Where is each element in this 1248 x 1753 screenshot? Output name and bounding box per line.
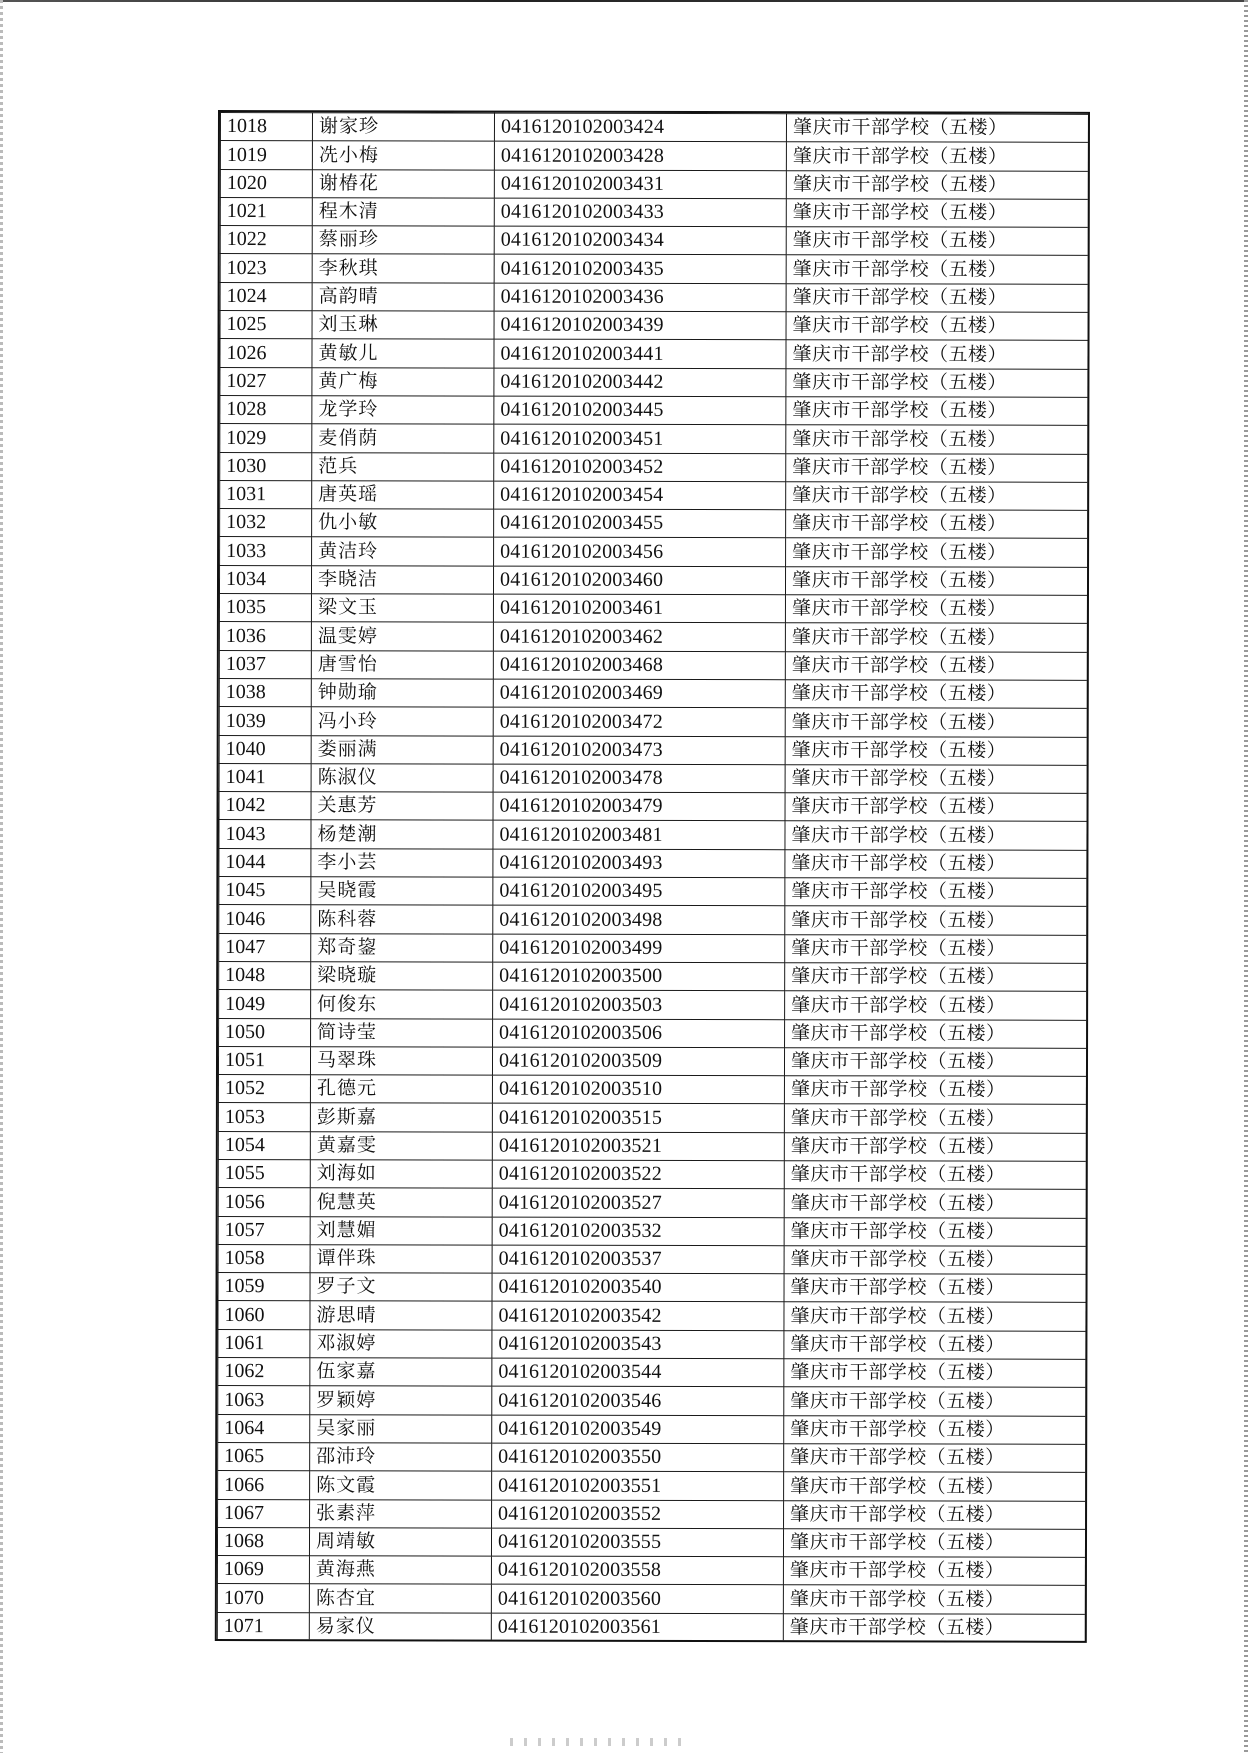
table-row — [220, 452, 1088, 482]
exam-id-cell: 0416120102003555 — [491, 1528, 783, 1557]
candidate-name-cell: 郑奇鋆 — [311, 933, 493, 962]
exam-site-cell: 肇庆市干部学校（五楼） — [784, 1076, 1086, 1105]
exam-site-cell: 肇庆市干部学校（五楼） — [784, 1415, 1086, 1444]
candidate-name-cell: 李晓洁 — [311, 565, 493, 594]
table-row — [219, 594, 1087, 624]
row-number-cell: 1048 — [219, 961, 311, 989]
candidate-name-cell: 马翠珠 — [310, 1046, 492, 1075]
row-number-cell: 1066 — [218, 1471, 310, 1499]
table-row — [220, 169, 1088, 199]
table-row — [218, 1216, 1086, 1246]
row-number-cell: 1040 — [219, 735, 311, 763]
row-number-cell: 1064 — [218, 1414, 310, 1442]
roster-table — [217, 112, 1089, 1643]
row-number-cell: 1027 — [220, 367, 312, 395]
candidate-name-cell: 邓淑婷 — [310, 1329, 492, 1358]
exam-id-cell: 0416120102003439 — [494, 311, 786, 340]
exam-id-cell: 0416120102003424 — [494, 113, 786, 142]
table-row — [219, 848, 1087, 878]
exam-site-cell: 肇庆市干部学校（五楼） — [786, 510, 1088, 539]
exam-site-cell: 肇庆市干部学校（五楼） — [786, 114, 1088, 143]
row-number-cell: 1038 — [219, 678, 311, 706]
table-row — [220, 509, 1088, 539]
exam-id-cell: 0416120102003461 — [493, 594, 785, 623]
row-number-cell: 1033 — [220, 537, 312, 565]
exam-site-cell: 肇庆市干部学校（五楼） — [785, 680, 1087, 709]
table-row — [220, 480, 1088, 510]
scan-edge-right — [1244, 0, 1248, 1753]
candidate-name-cell: 仇小敏 — [312, 509, 494, 538]
exam-id-cell: 0416120102003456 — [494, 538, 786, 567]
candidate-name-cell: 麦俏荫 — [312, 424, 494, 453]
row-number-cell: 1034 — [219, 565, 311, 593]
row-number-cell: 1025 — [220, 311, 312, 339]
exam-site-cell: 肇庆市干部学校（五楼） — [783, 1585, 1085, 1614]
exam-site-cell: 肇庆市干部学校（五楼） — [785, 793, 1087, 822]
candidate-name-cell: 黄广梅 — [312, 367, 494, 396]
table-row — [219, 678, 1087, 708]
row-number-cell: 1031 — [220, 480, 312, 508]
exam-site-cell: 肇庆市干部学校（五楼） — [785, 765, 1087, 794]
table-row — [219, 792, 1087, 822]
exam-site-cell: 肇庆市干部学校（五楼） — [786, 368, 1088, 397]
row-number-cell: 1054 — [218, 1131, 310, 1159]
row-number-cell: 1053 — [218, 1103, 310, 1131]
candidate-name-cell: 关惠芳 — [311, 792, 493, 821]
exam-id-cell: 0416120102003460 — [493, 566, 785, 595]
table-row — [219, 961, 1087, 991]
row-number-cell: 1023 — [220, 254, 312, 282]
exam-id-cell: 0416120102003493 — [493, 849, 785, 878]
exam-id-cell: 0416120102003451 — [494, 424, 786, 453]
candidate-name-cell: 简诗莹 — [311, 1018, 493, 1047]
exam-site-cell: 肇庆市干部学校（五楼） — [786, 142, 1088, 171]
table-row — [218, 1046, 1086, 1076]
table-row — [218, 1329, 1086, 1359]
candidate-name-cell: 谭伴珠 — [310, 1245, 492, 1274]
table-row — [220, 424, 1088, 454]
candidate-name-cell: 罗颖婷 — [310, 1386, 492, 1415]
exam-site-cell: 肇庆市干部学校（五楼） — [786, 340, 1088, 369]
exam-id-cell: 0416120102003509 — [492, 1047, 784, 1076]
candidate-name-cell: 唐雪怡 — [311, 650, 493, 679]
roster-table-body — [217, 113, 1088, 1643]
row-number-cell: 1037 — [219, 650, 311, 678]
exam-site-cell: 肇庆市干部学校（五楼） — [786, 255, 1088, 284]
exam-id-cell: 0416120102003462 — [493, 622, 785, 651]
candidate-name-cell: 程木清 — [312, 198, 494, 227]
exam-id-cell: 0416120102003445 — [494, 396, 786, 425]
exam-id-cell: 0416120102003452 — [494, 453, 786, 482]
table-row — [220, 395, 1088, 425]
table-row — [218, 1442, 1086, 1472]
candidate-name-cell: 龙学玲 — [312, 396, 494, 425]
candidate-name-cell: 唐英瑶 — [312, 481, 494, 510]
candidate-name-cell: 杨楚潮 — [311, 820, 493, 849]
exam-id-cell: 0416120102003503 — [493, 990, 785, 1019]
table-row — [219, 707, 1087, 737]
table-row — [219, 933, 1087, 963]
row-number-cell: 1067 — [218, 1499, 310, 1527]
row-number-cell: 1044 — [219, 848, 311, 876]
candidate-name-cell: 谢家珍 — [312, 113, 494, 142]
exam-id-cell: 0416120102003498 — [493, 905, 785, 934]
exam-id-cell: 0416120102003434 — [494, 226, 786, 255]
row-number-cell: 1046 — [219, 905, 311, 933]
row-number-cell: 1047 — [219, 933, 311, 961]
candidate-name-cell: 罗子文 — [310, 1273, 492, 1302]
candidate-name-cell: 娄丽满 — [311, 735, 493, 764]
table-row — [219, 905, 1087, 935]
exam-site-cell: 肇庆市干部学校（五楼） — [784, 1132, 1086, 1161]
candidate-name-cell: 冯小玲 — [311, 707, 493, 736]
exam-site-cell: 肇庆市干部学校（五楼） — [785, 934, 1087, 963]
candidate-name-cell: 黄敏儿 — [312, 339, 494, 368]
table-row — [220, 537, 1088, 567]
row-number-cell: 1069 — [217, 1556, 309, 1584]
exam-site-cell: 肇庆市干部学校（五楼） — [784, 1387, 1086, 1416]
candidate-name-cell: 伍家嘉 — [310, 1358, 492, 1387]
table-row — [218, 1131, 1086, 1161]
table-row — [218, 1414, 1086, 1444]
row-number-cell: 1051 — [218, 1046, 310, 1074]
table-row — [220, 367, 1088, 397]
exam-site-cell: 肇庆市干部学校（五楼） — [786, 312, 1088, 341]
table-row — [219, 820, 1087, 850]
candidate-name-cell: 谢椿花 — [312, 169, 494, 198]
row-number-cell: 1021 — [220, 197, 312, 225]
exam-id-cell: 0416120102003436 — [494, 283, 786, 312]
exam-id-cell: 0416120102003550 — [492, 1443, 784, 1472]
candidate-name-cell: 陈科蓉 — [311, 905, 493, 934]
row-number-cell: 1060 — [218, 1301, 310, 1329]
exam-site-cell: 肇庆市干部学校（五楼） — [786, 283, 1088, 312]
table-row — [220, 339, 1088, 369]
row-number-cell: 1019 — [220, 141, 312, 169]
table-row — [219, 1018, 1087, 1048]
table-row — [220, 113, 1088, 143]
candidate-name-cell: 高韵晴 — [312, 282, 494, 311]
candidate-name-cell: 陈文霞 — [310, 1471, 492, 1500]
exam-id-cell: 0416120102003442 — [494, 368, 786, 397]
exam-id-cell: 0416120102003527 — [492, 1188, 784, 1217]
row-number-cell: 1056 — [218, 1188, 310, 1216]
candidate-name-cell: 钟勋瑜 — [311, 679, 493, 708]
exam-site-cell: 肇庆市干部学校（五楼） — [786, 227, 1088, 256]
exam-site-cell: 肇庆市干部学校（五楼） — [785, 1019, 1087, 1048]
exam-id-cell: 0416120102003478 — [493, 764, 785, 793]
table-row — [217, 1612, 1085, 1642]
table-row — [218, 1386, 1086, 1416]
table-row — [218, 1188, 1086, 1218]
candidate-name-cell: 何俊东 — [311, 990, 493, 1019]
row-number-cell: 1022 — [220, 226, 312, 254]
row-number-cell: 1050 — [219, 1018, 311, 1046]
exam-site-cell: 肇庆市干部学校（五楼） — [783, 1557, 1085, 1586]
row-number-cell: 1045 — [219, 877, 311, 905]
exam-id-cell: 0416120102003532 — [492, 1217, 784, 1246]
row-number-cell: 1061 — [218, 1329, 310, 1357]
candidate-name-cell: 范兵 — [312, 452, 494, 481]
candidate-name-cell: 刘玉琳 — [312, 311, 494, 340]
exam-id-cell: 0416120102003441 — [494, 339, 786, 368]
candidate-name-cell: 黄洁玲 — [312, 537, 494, 566]
table-row — [218, 1159, 1086, 1189]
exam-site-cell: 肇庆市干部学校（五楼） — [784, 1444, 1086, 1473]
exam-id-cell: 0416120102003515 — [492, 1103, 784, 1132]
candidate-name-cell: 黄嘉雯 — [310, 1131, 492, 1160]
table-row — [219, 735, 1087, 765]
row-number-cell: 1063 — [218, 1386, 310, 1414]
row-number-cell: 1059 — [218, 1273, 310, 1301]
candidate-name-cell: 温雯婷 — [311, 622, 493, 651]
exam-id-cell: 0416120102003469 — [493, 679, 785, 708]
exam-id-cell: 0416120102003546 — [492, 1386, 784, 1415]
exam-id-cell: 0416120102003521 — [492, 1132, 784, 1161]
candidate-name-cell: 陈杏宜 — [309, 1584, 491, 1613]
exam-id-cell: 0416120102003433 — [494, 198, 786, 227]
candidate-name-cell: 张素萍 — [310, 1499, 492, 1528]
candidate-name-cell: 易家仪 — [309, 1612, 491, 1641]
row-number-cell: 1052 — [218, 1075, 310, 1103]
row-number-cell: 1049 — [219, 990, 311, 1018]
exam-site-cell: 肇庆市干部学校（五楼） — [783, 1529, 1085, 1558]
candidate-name-cell: 梁晓璇 — [311, 962, 493, 991]
exam-id-cell: 0416120102003510 — [492, 1075, 784, 1104]
exam-site-cell: 肇庆市干部学校（五楼） — [786, 170, 1088, 199]
exam-id-cell: 0416120102003479 — [493, 792, 785, 821]
table-row — [219, 565, 1087, 595]
exam-site-cell: 肇庆市干部学校（五楼） — [786, 397, 1088, 426]
table-row — [220, 282, 1088, 312]
row-number-cell: 1036 — [219, 622, 311, 650]
row-number-cell: 1062 — [218, 1358, 310, 1386]
table-row — [220, 311, 1088, 341]
exam-site-cell: 肇庆市干部学校（五楼） — [785, 991, 1087, 1020]
row-number-cell: 1020 — [220, 169, 312, 197]
candidate-name-cell: 陈淑仪 — [311, 764, 493, 793]
table-row — [220, 226, 1088, 256]
exam-site-cell: 肇庆市干部学校（五楼） — [785, 651, 1087, 680]
candidate-name-cell: 李小芸 — [311, 848, 493, 877]
exam-site-cell: 肇庆市干部学校（五楼） — [785, 963, 1087, 992]
exam-site-cell: 肇庆市干部学校（五楼） — [783, 1613, 1085, 1642]
exam-id-cell: 0416120102003542 — [492, 1302, 784, 1331]
exam-id-cell: 0416120102003495 — [493, 877, 785, 906]
exam-site-cell: 肇庆市干部学校（五楼） — [784, 1472, 1086, 1501]
row-number-cell: 1028 — [220, 395, 312, 423]
exam-id-cell: 0416120102003455 — [494, 509, 786, 538]
exam-site-cell: 肇庆市干部学校（五楼） — [785, 878, 1087, 907]
roster-table-frame — [215, 110, 1090, 1643]
table-row — [219, 877, 1087, 907]
exam-id-cell: 0416120102003481 — [493, 820, 785, 849]
exam-site-cell: 肇庆市干部学校（五楼） — [785, 821, 1087, 850]
exam-id-cell: 0416120102003473 — [493, 736, 785, 765]
exam-id-cell: 0416120102003428 — [494, 141, 786, 170]
exam-id-cell: 0416120102003472 — [493, 707, 785, 736]
exam-id-cell: 0416120102003561 — [491, 1613, 783, 1642]
candidate-name-cell: 倪慧英 — [310, 1188, 492, 1217]
candidate-name-cell: 梁文玉 — [311, 594, 493, 623]
row-number-cell: 1026 — [220, 339, 312, 367]
row-number-cell: 1058 — [218, 1244, 310, 1272]
exam-site-cell: 肇庆市干部学校（五楼） — [784, 1104, 1086, 1133]
exam-id-cell: 0416120102003468 — [493, 651, 785, 680]
exam-site-cell: 肇庆市干部学校（五楼） — [786, 425, 1088, 454]
row-number-cell: 1070 — [217, 1584, 309, 1612]
row-number-cell: 1029 — [220, 424, 312, 452]
exam-site-cell: 肇庆市干部学校（五楼） — [786, 482, 1088, 511]
scan-edge-left — [0, 0, 3, 1753]
table-row — [218, 1301, 1086, 1331]
row-number-cell: 1039 — [219, 707, 311, 735]
candidate-name-cell: 蔡丽珍 — [312, 226, 494, 255]
row-number-cell: 1043 — [219, 820, 311, 848]
exam-id-cell: 0416120102003544 — [492, 1358, 784, 1387]
exam-site-cell: 肇庆市干部学校（五楼） — [784, 1302, 1086, 1331]
scan-edge-top — [0, 0, 1248, 2]
candidate-name-cell: 周靖敏 — [309, 1528, 491, 1557]
table-row — [220, 141, 1088, 171]
exam-site-cell: 肇庆市干部学校（五楼） — [784, 1359, 1086, 1388]
candidate-name-cell: 吴晓霞 — [311, 877, 493, 906]
exam-site-cell: 肇庆市干部学校（五楼） — [784, 1161, 1086, 1190]
exam-site-cell: 肇庆市干部学校（五楼） — [785, 736, 1087, 765]
candidate-name-cell: 刘海如 — [310, 1160, 492, 1189]
row-number-cell: 1041 — [219, 763, 311, 791]
table-row — [217, 1556, 1085, 1586]
table-row — [218, 1499, 1086, 1529]
exam-site-cell: 肇庆市干部学校（五楼） — [786, 199, 1088, 228]
exam-id-cell: 0416120102003560 — [491, 1585, 783, 1614]
exam-site-cell: 肇庆市干部学校（五楼） — [784, 1330, 1086, 1359]
table-row — [218, 1075, 1086, 1105]
exam-id-cell: 0416120102003499 — [493, 934, 785, 963]
candidate-name-cell: 吴家丽 — [310, 1414, 492, 1443]
row-number-cell: 1071 — [217, 1612, 309, 1640]
exam-site-cell: 肇庆市干部学校（五楼） — [784, 1217, 1086, 1246]
row-number-cell: 1055 — [218, 1159, 310, 1187]
table-row — [220, 254, 1088, 284]
table-row — [218, 1358, 1086, 1388]
exam-id-cell: 0416120102003537 — [492, 1245, 784, 1274]
exam-site-cell: 肇庆市干部学校（五楼） — [785, 708, 1087, 737]
exam-site-cell: 肇庆市干部学校（五楼） — [784, 1189, 1086, 1218]
exam-site-cell: 肇庆市干部学校（五楼） — [784, 1500, 1086, 1529]
row-number-cell: 1018 — [220, 113, 312, 141]
exam-id-cell: 0416120102003500 — [493, 962, 785, 991]
exam-id-cell: 0416120102003506 — [493, 1019, 785, 1048]
scan-footer-mark — [510, 1738, 690, 1746]
exam-site-cell: 肇庆市干部学校（五楼） — [785, 623, 1087, 652]
table-row — [217, 1527, 1085, 1557]
candidate-name-cell: 冼小梅 — [312, 141, 494, 170]
candidate-name-cell: 邵沛玲 — [310, 1443, 492, 1472]
candidate-name-cell: 孔德元 — [310, 1075, 492, 1104]
row-number-cell: 1065 — [218, 1442, 310, 1470]
candidate-name-cell: 彭斯嘉 — [310, 1103, 492, 1132]
candidate-name-cell: 黄海燕 — [309, 1556, 491, 1585]
row-number-cell: 1057 — [218, 1216, 310, 1244]
exam-id-cell: 0416120102003558 — [491, 1556, 783, 1585]
row-number-cell: 1024 — [220, 282, 312, 310]
row-number-cell: 1030 — [220, 452, 312, 480]
exam-id-cell: 0416120102003435 — [494, 255, 786, 284]
exam-site-cell: 肇庆市干部学校（五楼） — [784, 1047, 1086, 1076]
exam-id-cell: 0416120102003522 — [492, 1160, 784, 1189]
table-row — [218, 1244, 1086, 1274]
table-row — [220, 197, 1088, 227]
row-number-cell: 1042 — [219, 792, 311, 820]
table-row — [218, 1103, 1086, 1133]
exam-id-cell: 0416120102003549 — [492, 1415, 784, 1444]
table-row — [219, 763, 1087, 793]
exam-site-cell: 肇庆市干部学校（五楼） — [785, 906, 1087, 935]
exam-site-cell: 肇庆市干部学校（五楼） — [784, 1274, 1086, 1303]
exam-id-cell: 0416120102003552 — [492, 1500, 784, 1529]
exam-id-cell: 0416120102003551 — [492, 1471, 784, 1500]
candidate-name-cell: 游思晴 — [310, 1301, 492, 1330]
candidate-name-cell: 李秋琪 — [312, 254, 494, 283]
exam-site-cell: 肇庆市干部学校（五楼） — [786, 538, 1088, 567]
exam-site-cell: 肇庆市干部学校（五楼） — [786, 453, 1088, 482]
exam-id-cell: 0416120102003543 — [492, 1330, 784, 1359]
exam-id-cell: 0416120102003540 — [492, 1273, 784, 1302]
table-row — [219, 650, 1087, 680]
row-number-cell: 1035 — [219, 594, 311, 622]
row-number-cell: 1068 — [217, 1527, 309, 1555]
table-row — [217, 1584, 1085, 1614]
exam-site-cell: 肇庆市干部学校（五楼） — [785, 566, 1087, 595]
table-row — [218, 1471, 1086, 1501]
candidate-name-cell: 刘慧媚 — [310, 1216, 492, 1245]
exam-id-cell: 0416120102003454 — [494, 481, 786, 510]
exam-site-cell: 肇庆市干部学校（五楼） — [785, 849, 1087, 878]
row-number-cell: 1032 — [220, 509, 312, 537]
table-row — [219, 990, 1087, 1020]
table-row — [218, 1273, 1086, 1303]
exam-id-cell: 0416120102003431 — [494, 170, 786, 199]
table-row — [219, 622, 1087, 652]
exam-site-cell: 肇庆市干部学校（五楼） — [785, 595, 1087, 624]
exam-site-cell: 肇庆市干部学校（五楼） — [784, 1246, 1086, 1275]
